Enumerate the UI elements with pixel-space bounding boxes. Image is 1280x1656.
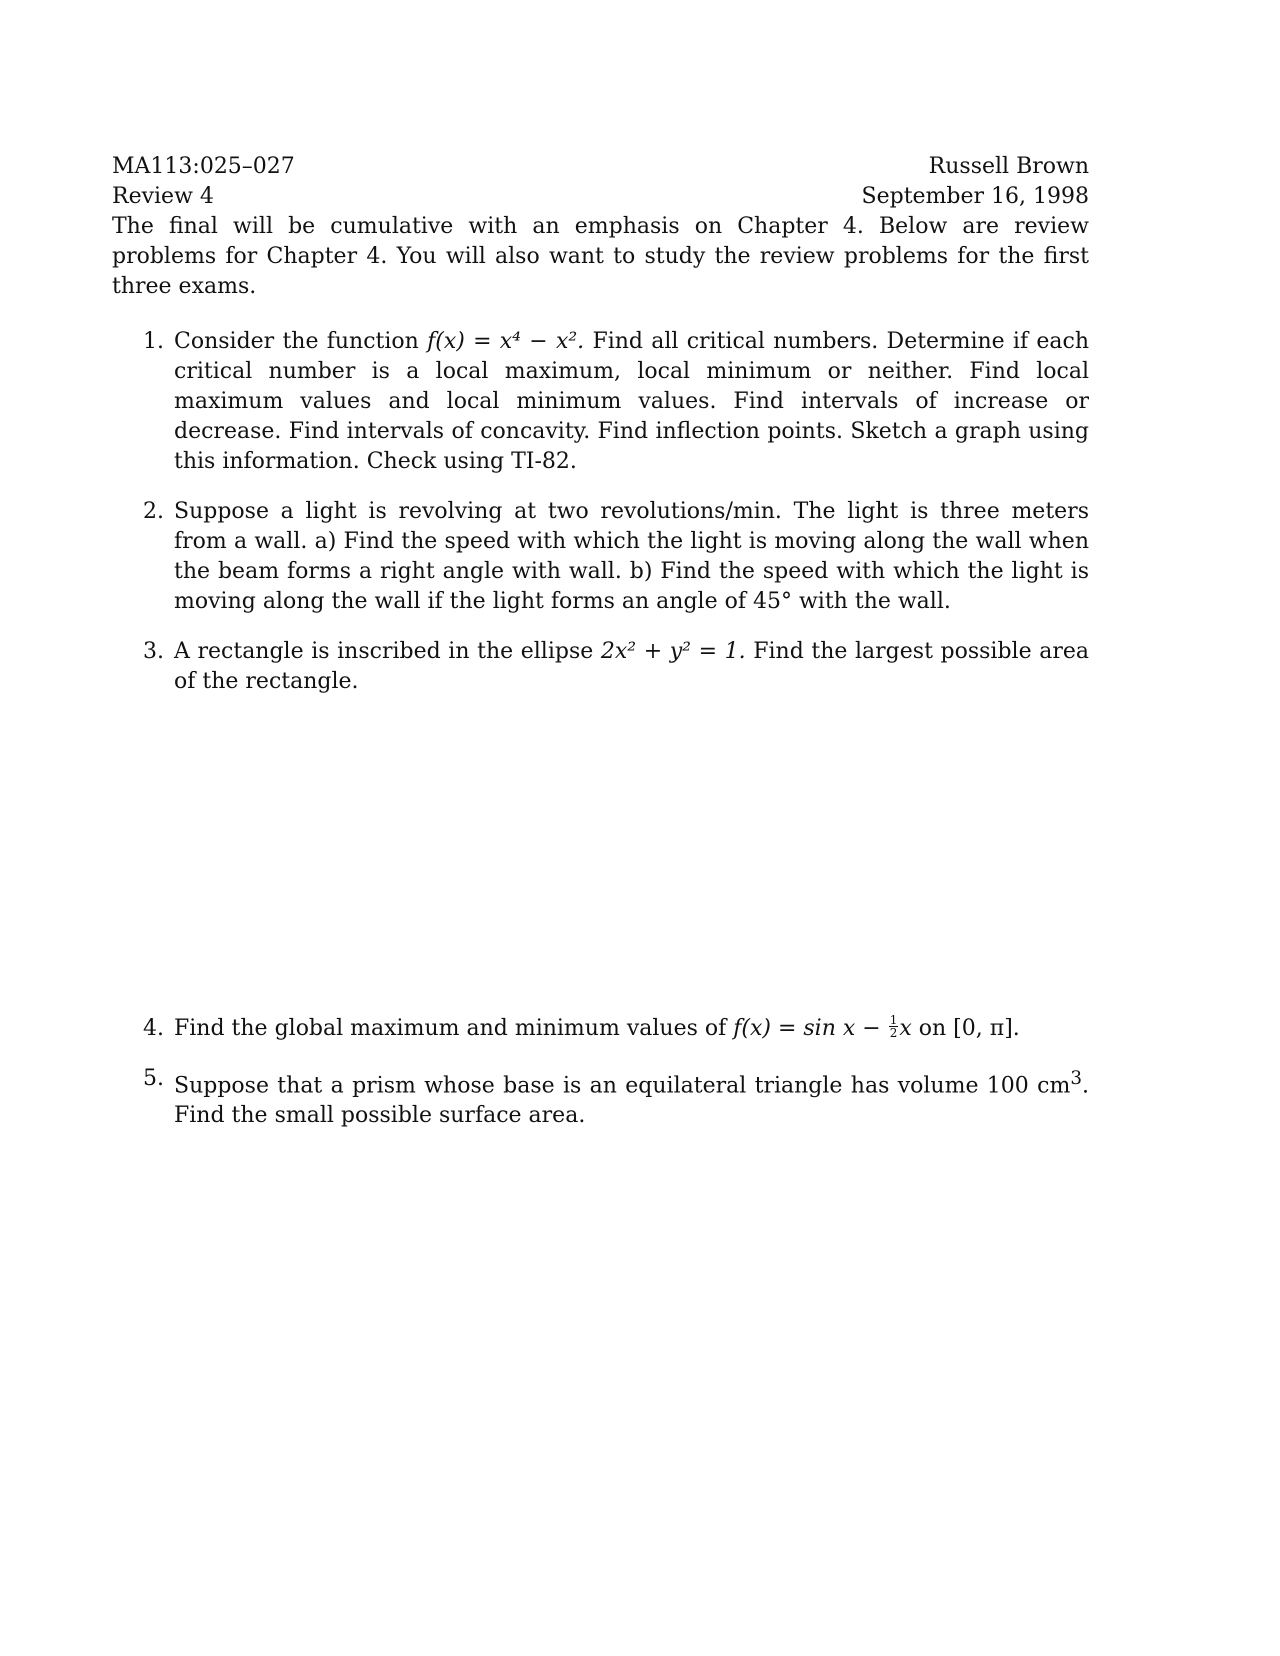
author-name: Russell Brown (928, 154, 1089, 179)
problem-math-var: x (899, 1016, 912, 1041)
problem-text: Suppose a light is revolving at two revolutions/min. The light is three meters from a wall. a) Find the speed with which the light is moving along the wall when the beam forms a right angle with wall. b) Find the speed with which the light is moving along the wall if the light forms an angle of 45° with the wall. (174, 499, 1089, 614)
problem-number: 1. (143, 329, 164, 354)
header-row-1 (112, 152, 1089, 182)
problem-text-lead: Consider the function (174, 329, 428, 354)
problem-text-lead: Find the global maximum and minimum values of (174, 1016, 734, 1041)
document-page (112, 152, 1089, 1151)
problem-number: 2. (143, 499, 164, 524)
problem-text-rest: Find all critical numbers. Determine if each critical number is a local maximum, local minimum or neither. Find local maximum values and local minimum values. Find intervals of increase or decrease. Find intervals of concavity. Find inflection points. Sketch a graph using this information. Check using TI-82. (174, 329, 1089, 474)
problem-item (112, 497, 1089, 617)
problem-number: 3. (143, 639, 164, 664)
problem-item (112, 1014, 1089, 1044)
document-title: Review 4 (112, 184, 214, 209)
problem-number: 4. (143, 1016, 164, 1041)
problem-text-rest: on [0, π]. (911, 1016, 1020, 1041)
fraction-numerator: 1 (889, 1012, 898, 1027)
document-date: September 16, 1998 (861, 184, 1089, 209)
problem-text-lead: A rectangle is inscribed in the ellipse (174, 639, 601, 664)
problem-number: 5. (143, 1066, 164, 1091)
intro-paragraph: The final will be cumulative with an emphasis on Chapter 4. Below are review problems for Chapter 4. You will also want to study the review problems for the first three exams. (112, 214, 1089, 299)
problem-list (112, 327, 1089, 1131)
course-code: MA113:025–027 (112, 154, 295, 179)
problem-math: 2x² + y² = 1. (600, 639, 746, 664)
fraction-one-half (889, 1014, 899, 1039)
problem-item (112, 327, 1089, 477)
problem-item (112, 1064, 1089, 1131)
problem-text-rest: . Find the small possible surface area. (174, 1073, 1089, 1129)
header-row-2 (112, 182, 1089, 212)
fraction-denominator: 2 (889, 1025, 898, 1040)
problem-text-rest: Find the largest possible area of the rectangle. (174, 639, 1089, 694)
problem-item (112, 637, 1089, 697)
problem-math: f(x) = sin x − (733, 1016, 888, 1041)
problem-math: f(x) = x⁴ − x². (427, 329, 585, 354)
problem-text-lead: Suppose that a prism whose base is an equilateral triangle has volume 100 cm (174, 1073, 1071, 1099)
superscript-exponent: 3 (1070, 1068, 1082, 1089)
